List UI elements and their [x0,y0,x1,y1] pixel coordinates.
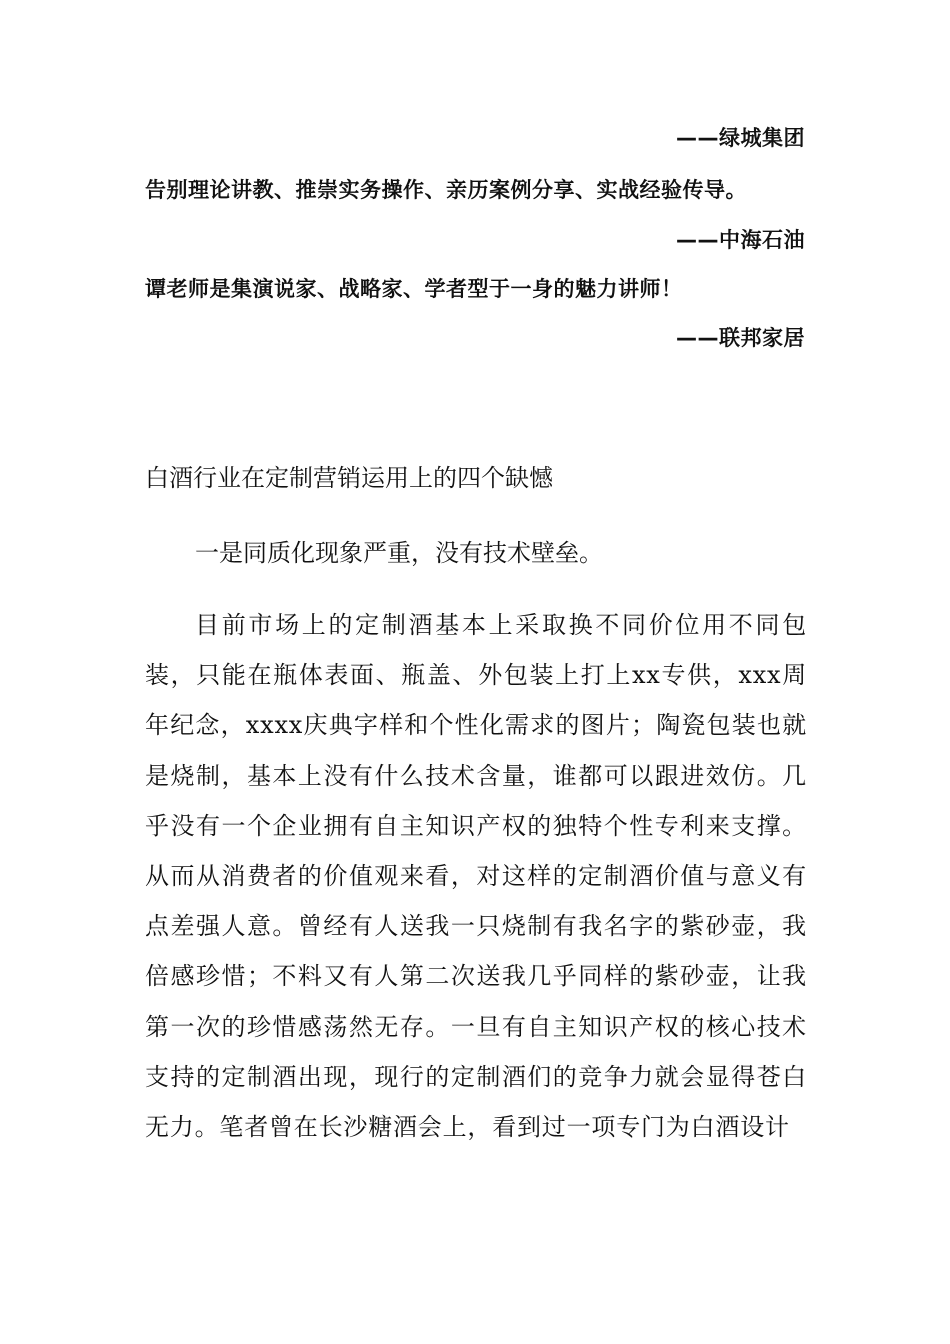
article-title: 白酒行业在定制营销运用上的四个缺憾 [145,464,553,492]
testimonial-source-2: ——中海石油 [676,228,805,252]
testimonial-quote-2: 告别理论讲教、推崇实务操作、亲历案例分享、实战经验传导。 [145,178,747,202]
article-point-1: 一是同质化现象严重，没有技术壁垒。 [195,539,603,567]
testimonial-source-3: ——联邦家居 [676,326,805,350]
testimonial-source-1: ——绿城集团 [676,126,805,150]
article-paragraph: 目前市场上的定制酒基本上采取换不同价位用不同包装，只能在瓶体表面、瓶盖、外包装上打上xx专供，xxx周年纪念，xxxx庆典字样和个性化需求的图片；陶瓷包装也就是烧制，基本上没有什么技术含量，谁都可以跟进效仿。几乎没有一个企业拥有自主知识产权的独特个性专利来支撑。从而从消费者的价值观来看，对这样的定制酒价值与意义有点差强人意。曾经有人送我一只烧制有我名字的紫砂壶，我倍感珍惜；不料又有人第二次送我几乎同样的紫砂壶，让我第一次的珍惜感荡然无存。一旦有自主知识产权的核心技术支持的定制酒出现，现行的定制酒们的竞争力就会显得苍白无力。笔者曾在长沙糖酒会上，看到过一项专门为白酒设计 [145,611,807,1142]
testimonial-quote-3: 谭老师是集演说家、战略家、学者型于一身的魅力讲师！ [145,277,683,301]
